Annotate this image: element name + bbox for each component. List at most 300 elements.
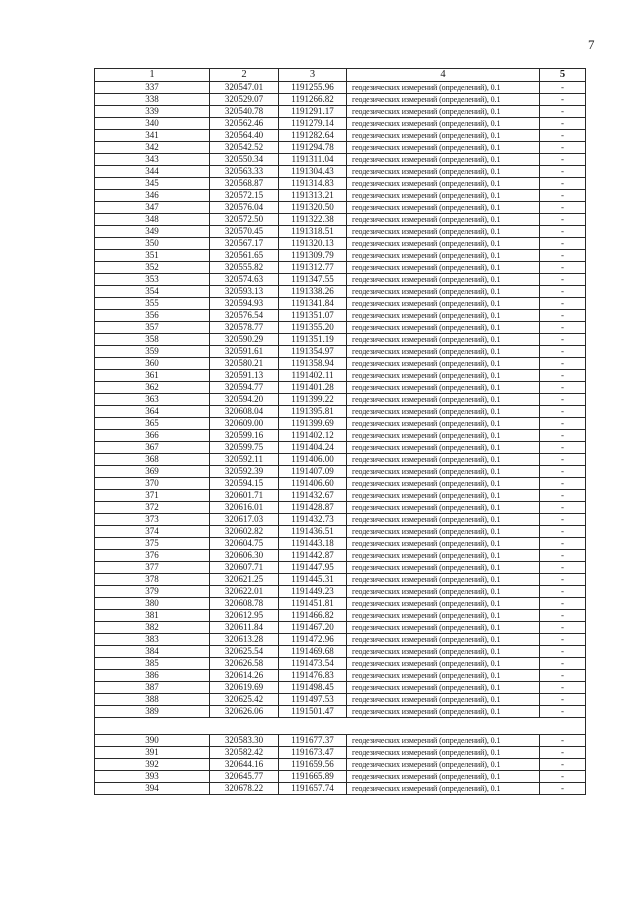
note-cell: -	[540, 747, 586, 759]
table-section-divider	[95, 718, 586, 735]
note-cell: -	[540, 382, 586, 394]
y-coordinate-cell: 1191407.09	[279, 466, 347, 478]
note-cell: -	[540, 130, 586, 142]
x-coordinate-cell: 320625.54	[210, 646, 279, 658]
y-coordinate-cell: 1191432.73	[279, 514, 347, 526]
table-row	[95, 538, 586, 550]
note-cell: -	[540, 670, 586, 682]
accuracy-description-cell: геодезических измерений (определений), 0.1	[347, 190, 540, 202]
point-number-cell: 379	[95, 586, 210, 598]
accuracy-description-cell: геодезических измерений (определений), 0.1	[347, 598, 540, 610]
x-coordinate-cell: 320606.30	[210, 550, 279, 562]
x-coordinate-cell: 320561.65	[210, 250, 279, 262]
y-coordinate-cell: 1191322.38	[279, 214, 347, 226]
x-coordinate-cell: 320542.52	[210, 142, 279, 154]
x-coordinate-cell: 320592.11	[210, 454, 279, 466]
table-row	[95, 310, 586, 322]
accuracy-description-cell: геодезических измерений (определений), 0.1	[347, 406, 540, 418]
note-cell: -	[540, 406, 586, 418]
x-coordinate-cell: 320547.01	[210, 82, 279, 94]
point-number-cell: 374	[95, 526, 210, 538]
point-number-cell: 394	[95, 783, 210, 795]
y-coordinate-cell: 1191451.81	[279, 598, 347, 610]
page-number: 7	[588, 37, 595, 52]
accuracy-description-cell: геодезических измерений (определений), 0.1	[347, 298, 540, 310]
note-cell: -	[540, 783, 586, 795]
accuracy-description-cell: геодезических измерений (определений), 0.1	[347, 706, 540, 718]
accuracy-description-cell: геодезических измерений (определений), 0.1	[347, 430, 540, 442]
point-number-cell: 382	[95, 622, 210, 634]
point-number-cell: 370	[95, 478, 210, 490]
y-coordinate-cell: 1191445.31	[279, 574, 347, 586]
accuracy-description-cell: геодезических измерений (определений), 0.1	[347, 747, 540, 759]
x-coordinate-cell: 320574.63	[210, 274, 279, 286]
x-coordinate-cell: 320567.17	[210, 238, 279, 250]
point-number-cell: 384	[95, 646, 210, 658]
note-cell: -	[540, 442, 586, 454]
table-row	[95, 82, 586, 94]
accuracy-description-cell: геодезических измерений (определений), 0.1	[347, 358, 540, 370]
x-coordinate-cell: 320594.20	[210, 394, 279, 406]
point-number-cell: 356	[95, 310, 210, 322]
table-row	[95, 250, 586, 262]
point-number-cell: 387	[95, 682, 210, 694]
table-row	[95, 190, 586, 202]
table-row	[95, 94, 586, 106]
x-coordinate-cell: 320614.26	[210, 670, 279, 682]
y-coordinate-cell: 1191401.28	[279, 382, 347, 394]
table-row	[95, 154, 586, 166]
x-coordinate-cell: 320611.84	[210, 622, 279, 634]
note-cell: -	[540, 286, 586, 298]
note-cell: -	[540, 190, 586, 202]
y-coordinate-cell: 1191473.54	[279, 658, 347, 670]
point-number-cell: 375	[95, 538, 210, 550]
note-cell: -	[540, 466, 586, 478]
accuracy-description-cell: геодезических измерений (определений), 0.1	[347, 735, 540, 747]
table-row	[95, 771, 586, 783]
accuracy-description-cell: геодезических измерений (определений), 0.1	[347, 250, 540, 262]
y-coordinate-cell: 1191314.83	[279, 178, 347, 190]
y-coordinate-cell: 1191467.20	[279, 622, 347, 634]
y-coordinate-cell: 1191395.81	[279, 406, 347, 418]
accuracy-description-cell: геодезических измерений (определений), 0.1	[347, 202, 540, 214]
note-cell: -	[540, 646, 586, 658]
note-cell: -	[540, 418, 586, 430]
table-row	[95, 394, 586, 406]
table-row	[95, 478, 586, 490]
accuracy-description-cell: геодезических измерений (определений), 0.1	[347, 262, 540, 274]
table-row	[95, 142, 586, 154]
note-cell: -	[540, 490, 586, 502]
note-cell: -	[540, 574, 586, 586]
note-cell: -	[540, 526, 586, 538]
point-number-cell: 349	[95, 226, 210, 238]
x-coordinate-cell: 320594.77	[210, 382, 279, 394]
note-cell: -	[540, 502, 586, 514]
y-coordinate-cell: 1191282.64	[279, 130, 347, 142]
note-cell: -	[540, 622, 586, 634]
note-cell: -	[540, 358, 586, 370]
note-cell: -	[540, 682, 586, 694]
accuracy-description-cell: геодезических измерений (определений), 0.1	[347, 694, 540, 706]
table-row	[95, 562, 586, 574]
note-cell: -	[540, 94, 586, 106]
note-cell: -	[540, 514, 586, 526]
accuracy-description-cell: геодезических измерений (определений), 0.1	[347, 771, 540, 783]
point-number-cell: 367	[95, 442, 210, 454]
note-cell: -	[540, 202, 586, 214]
y-coordinate-cell: 1191443.18	[279, 538, 347, 550]
table-row	[95, 490, 586, 502]
x-coordinate-cell: 320599.16	[210, 430, 279, 442]
table-row	[95, 622, 586, 634]
note-cell: -	[540, 370, 586, 382]
y-coordinate-cell: 1191255.96	[279, 82, 347, 94]
accuracy-description-cell: геодезических измерений (определений), 0.1	[347, 154, 540, 166]
x-coordinate-cell: 320594.93	[210, 298, 279, 310]
y-coordinate-cell: 1191266.82	[279, 94, 347, 106]
table-header-row	[95, 69, 586, 82]
y-coordinate-cell: 1191399.22	[279, 394, 347, 406]
table-row	[95, 670, 586, 682]
y-coordinate-cell: 1191320.50	[279, 202, 347, 214]
table-row	[95, 202, 586, 214]
x-coordinate-cell: 320570.45	[210, 226, 279, 238]
table-row	[95, 322, 586, 334]
table-row	[95, 286, 586, 298]
table-row	[95, 418, 586, 430]
note-cell: -	[540, 298, 586, 310]
accuracy-description-cell: геодезических измерений (определений), 0.1	[347, 142, 540, 154]
x-coordinate-cell: 320622.01	[210, 586, 279, 598]
accuracy-description-cell: геодезических измерений (определений), 0.1	[347, 634, 540, 646]
x-coordinate-cell: 320582.42	[210, 747, 279, 759]
y-coordinate-cell: 1191347.55	[279, 274, 347, 286]
point-number-cell: 364	[95, 406, 210, 418]
table-row	[95, 130, 586, 142]
table-row	[95, 783, 586, 795]
table-row	[95, 586, 586, 598]
accuracy-description-cell: геодезических измерений (определений), 0.1	[347, 502, 540, 514]
x-coordinate-cell: 320626.58	[210, 658, 279, 670]
point-number-cell: 363	[95, 394, 210, 406]
accuracy-description-cell: геодезических измерений (определений), 0.1	[347, 454, 540, 466]
y-coordinate-cell: 1191449.23	[279, 586, 347, 598]
y-coordinate-cell: 1191402.12	[279, 430, 347, 442]
x-coordinate-cell: 320609.00	[210, 418, 279, 430]
accuracy-description-cell: геодезических измерений (определений), 0.1	[347, 550, 540, 562]
table-row	[95, 526, 586, 538]
x-coordinate-cell: 320564.40	[210, 130, 279, 142]
table-row	[95, 262, 586, 274]
x-coordinate-cell: 320578.77	[210, 322, 279, 334]
y-coordinate-cell: 1191673.47	[279, 747, 347, 759]
accuracy-description-cell: геодезических измерений (определений), 0.1	[347, 130, 540, 142]
accuracy-description-cell: геодезических измерений (определений), 0.1	[347, 82, 540, 94]
note-cell: -	[540, 250, 586, 262]
note-cell: -	[540, 238, 586, 250]
note-cell: -	[540, 118, 586, 130]
table-row	[95, 610, 586, 622]
accuracy-description-cell: геодезических измерений (определений), 0.1	[347, 334, 540, 346]
x-coordinate-cell: 320621.25	[210, 574, 279, 586]
point-number-cell: 365	[95, 418, 210, 430]
point-number-cell: 372	[95, 502, 210, 514]
note-cell: -	[540, 658, 586, 670]
note-cell: -	[540, 214, 586, 226]
accuracy-description-cell: геодезических измерений (определений), 0.1	[347, 94, 540, 106]
y-coordinate-cell: 1191404.24	[279, 442, 347, 454]
y-coordinate-cell: 1191476.83	[279, 670, 347, 682]
x-coordinate-cell: 320601.71	[210, 490, 279, 502]
y-coordinate-cell: 1191466.82	[279, 610, 347, 622]
x-coordinate-cell: 320645.77	[210, 771, 279, 783]
y-coordinate-cell: 1191447.95	[279, 562, 347, 574]
x-coordinate-cell: 320576.54	[210, 310, 279, 322]
y-coordinate-cell: 1191312.77	[279, 262, 347, 274]
accuracy-description-cell: геодезических измерений (определений), 0.1	[347, 759, 540, 771]
x-coordinate-cell: 320608.04	[210, 406, 279, 418]
table-row	[95, 682, 586, 694]
table-row	[95, 442, 586, 454]
point-number-cell: 369	[95, 466, 210, 478]
point-number-cell: 357	[95, 322, 210, 334]
x-coordinate-cell: 320594.15	[210, 478, 279, 490]
x-coordinate-cell: 320619.69	[210, 682, 279, 694]
y-coordinate-cell: 1191406.00	[279, 454, 347, 466]
point-number-cell: 362	[95, 382, 210, 394]
x-coordinate-cell: 320608.78	[210, 598, 279, 610]
note-cell: -	[540, 334, 586, 346]
y-coordinate-cell: 1191442.87	[279, 550, 347, 562]
x-coordinate-cell: 320590.29	[210, 334, 279, 346]
point-number-cell: 373	[95, 514, 210, 526]
y-coordinate-cell: 1191304.43	[279, 166, 347, 178]
y-coordinate-cell: 1191498.45	[279, 682, 347, 694]
note-cell: -	[540, 562, 586, 574]
accuracy-description-cell: геодезических измерений (определений), 0.1	[347, 526, 540, 538]
accuracy-description-cell: геодезических измерений (определений), 0.1	[347, 658, 540, 670]
point-number-cell: 361	[95, 370, 210, 382]
note-cell: -	[540, 454, 586, 466]
x-coordinate-cell: 320602.82	[210, 526, 279, 538]
accuracy-description-cell: геодезических измерений (определений), 0.1	[347, 310, 540, 322]
x-coordinate-cell: 320625.42	[210, 694, 279, 706]
y-coordinate-cell: 1191659.56	[279, 759, 347, 771]
y-coordinate-cell: 1191436.51	[279, 526, 347, 538]
accuracy-description-cell: геодезических измерений (определений), 0.1	[347, 370, 540, 382]
point-number-cell: 341	[95, 130, 210, 142]
point-number-cell: 383	[95, 634, 210, 646]
x-coordinate-cell: 320583.30	[210, 735, 279, 747]
section-divider-cell	[95, 718, 586, 735]
column-header-2: 2	[210, 69, 279, 82]
y-coordinate-cell: 1191313.21	[279, 190, 347, 202]
point-number-cell: 360	[95, 358, 210, 370]
coordinates-table	[94, 68, 586, 795]
table-row	[95, 646, 586, 658]
table-row	[95, 502, 586, 514]
accuracy-description-cell: геодезических измерений (определений), 0.1	[347, 783, 540, 795]
table-row	[95, 735, 586, 747]
table-row	[95, 226, 586, 238]
column-header-4: 4	[347, 69, 540, 82]
y-coordinate-cell: 1191657.74	[279, 783, 347, 795]
x-coordinate-cell: 320617.03	[210, 514, 279, 526]
point-number-cell: 385	[95, 658, 210, 670]
note-cell: -	[540, 598, 586, 610]
note-cell: -	[540, 262, 586, 274]
point-number-cell: 351	[95, 250, 210, 262]
note-cell: -	[540, 166, 586, 178]
note-cell: -	[540, 706, 586, 718]
note-cell: -	[540, 154, 586, 166]
table-row	[95, 346, 586, 358]
point-number-cell: 388	[95, 694, 210, 706]
accuracy-description-cell: геодезических измерений (определений), 0.1	[347, 586, 540, 598]
point-number-cell: 368	[95, 454, 210, 466]
point-number-cell: 376	[95, 550, 210, 562]
y-coordinate-cell: 1191399.69	[279, 418, 347, 430]
y-coordinate-cell: 1191309.79	[279, 250, 347, 262]
point-number-cell: 389	[95, 706, 210, 718]
point-number-cell: 352	[95, 262, 210, 274]
table-row	[95, 706, 586, 718]
note-cell: -	[540, 610, 586, 622]
note-cell: -	[540, 394, 586, 406]
accuracy-description-cell: геодезических измерений (определений), 0.1	[347, 166, 540, 178]
point-number-cell: 342	[95, 142, 210, 154]
accuracy-description-cell: геодезических измерений (определений), 0.1	[347, 442, 540, 454]
point-number-cell: 355	[95, 298, 210, 310]
accuracy-description-cell: геодезических измерений (определений), 0.1	[347, 286, 540, 298]
note-cell: -	[540, 274, 586, 286]
accuracy-description-cell: геодезических измерений (определений), 0.1	[347, 574, 540, 586]
x-coordinate-cell: 320593.13	[210, 286, 279, 298]
accuracy-description-cell: геодезических измерений (определений), 0.1	[347, 478, 540, 490]
note-cell: -	[540, 538, 586, 550]
point-number-cell: 343	[95, 154, 210, 166]
x-coordinate-cell: 320568.87	[210, 178, 279, 190]
table-row	[95, 238, 586, 250]
point-number-cell: 393	[95, 771, 210, 783]
x-coordinate-cell: 320592.39	[210, 466, 279, 478]
table-row	[95, 166, 586, 178]
table-row	[95, 334, 586, 346]
table-row	[95, 694, 586, 706]
table-row	[95, 106, 586, 118]
note-cell: -	[540, 430, 586, 442]
y-coordinate-cell: 1191406.60	[279, 478, 347, 490]
table-row	[95, 514, 586, 526]
y-coordinate-cell: 1191355.20	[279, 322, 347, 334]
y-coordinate-cell: 1191469.68	[279, 646, 347, 658]
y-coordinate-cell: 1191294.78	[279, 142, 347, 154]
accuracy-description-cell: геодезических измерений (определений), 0.1	[347, 670, 540, 682]
accuracy-description-cell: геодезических измерений (определений), 0.1	[347, 214, 540, 226]
point-number-cell: 371	[95, 490, 210, 502]
table-row	[95, 214, 586, 226]
x-coordinate-cell: 320612.95	[210, 610, 279, 622]
table-row	[95, 658, 586, 670]
accuracy-description-cell: геодезических измерений (определений), 0.1	[347, 322, 540, 334]
note-cell: -	[540, 634, 586, 646]
note-cell: -	[540, 771, 586, 783]
x-coordinate-cell: 320591.13	[210, 370, 279, 382]
accuracy-description-cell: геодезических измерений (определений), 0.1	[347, 226, 540, 238]
x-coordinate-cell: 320626.06	[210, 706, 279, 718]
note-cell: -	[540, 82, 586, 94]
point-number-cell: 338	[95, 94, 210, 106]
x-coordinate-cell: 320563.33	[210, 166, 279, 178]
table-row	[95, 298, 586, 310]
column-header-5: 5	[540, 69, 586, 82]
y-coordinate-cell: 1191677.37	[279, 735, 347, 747]
table-row	[95, 382, 586, 394]
note-cell: -	[540, 550, 586, 562]
table-row	[95, 550, 586, 562]
column-header-3: 3	[279, 69, 347, 82]
note-cell: -	[540, 346, 586, 358]
y-coordinate-cell: 1191279.14	[279, 118, 347, 130]
accuracy-description-cell: геодезических измерений (определений), 0.1	[347, 622, 540, 634]
x-coordinate-cell: 320576.04	[210, 202, 279, 214]
table-row	[95, 430, 586, 442]
table-row	[95, 406, 586, 418]
x-coordinate-cell: 320613.28	[210, 634, 279, 646]
x-coordinate-cell: 320550.34	[210, 154, 279, 166]
y-coordinate-cell: 1191501.47	[279, 706, 347, 718]
y-coordinate-cell: 1191402.11	[279, 370, 347, 382]
table-row	[95, 634, 586, 646]
accuracy-description-cell: геодезических измерений (определений), 0.1	[347, 466, 540, 478]
point-number-cell: 381	[95, 610, 210, 622]
point-number-cell: 345	[95, 178, 210, 190]
accuracy-description-cell: геодезических измерений (определений), 0.1	[347, 394, 540, 406]
y-coordinate-cell: 1191341.84	[279, 298, 347, 310]
x-coordinate-cell: 320580.21	[210, 358, 279, 370]
table-row	[95, 598, 586, 610]
note-cell: -	[540, 694, 586, 706]
column-header-1: 1	[95, 69, 210, 82]
table-row	[95, 370, 586, 382]
note-cell: -	[540, 322, 586, 334]
accuracy-description-cell: геодезических измерений (определений), 0.1	[347, 538, 540, 550]
y-coordinate-cell: 1191665.89	[279, 771, 347, 783]
point-number-cell: 358	[95, 334, 210, 346]
table-row	[95, 178, 586, 190]
x-coordinate-cell: 320607.71	[210, 562, 279, 574]
table-row	[95, 274, 586, 286]
note-cell: -	[540, 735, 586, 747]
point-number-cell: 391	[95, 747, 210, 759]
point-number-cell: 366	[95, 430, 210, 442]
y-coordinate-cell: 1191311.04	[279, 154, 347, 166]
accuracy-description-cell: геодезических измерений (определений), 0.1	[347, 610, 540, 622]
y-coordinate-cell: 1191472.96	[279, 634, 347, 646]
x-coordinate-cell: 320616.01	[210, 502, 279, 514]
note-cell: -	[540, 178, 586, 190]
point-number-cell: 390	[95, 735, 210, 747]
y-coordinate-cell: 1191351.19	[279, 334, 347, 346]
accuracy-description-cell: геодезических измерений (определений), 0.1	[347, 562, 540, 574]
point-number-cell: 359	[95, 346, 210, 358]
accuracy-description-cell: геодезических измерений (определений), 0.1	[347, 106, 540, 118]
accuracy-description-cell: геодезических измерений (определений), 0.1	[347, 514, 540, 526]
point-number-cell: 380	[95, 598, 210, 610]
table-row	[95, 358, 586, 370]
